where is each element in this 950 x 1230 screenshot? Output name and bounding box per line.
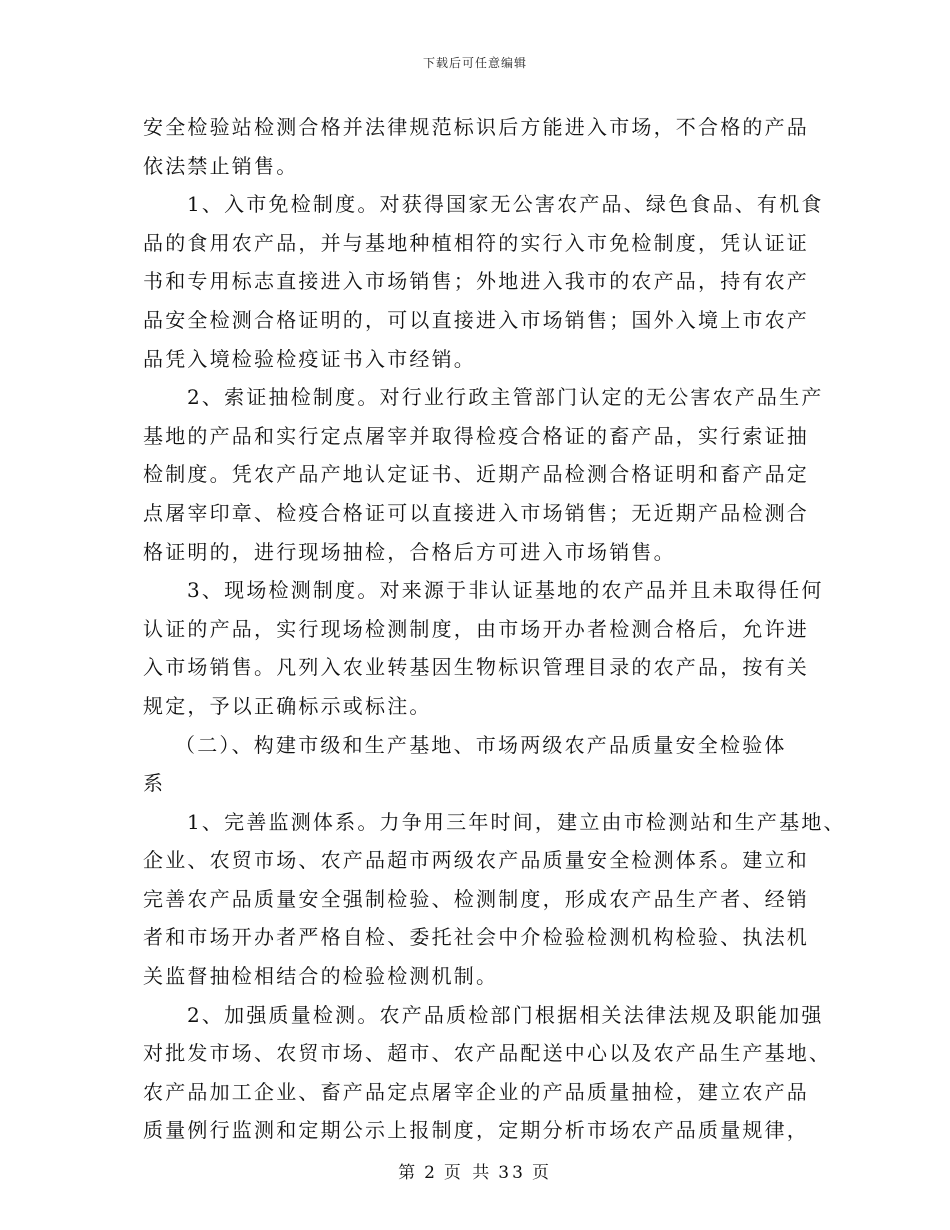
body-line: 认证的产品，实行现场检测制度，由市场开办者检测合格后，允许进 xyxy=(143,616,809,641)
body-line: 农产品加工企业、畜产品定点屠宰企业的产品质量抽检，建立农产品 xyxy=(143,1079,809,1104)
body-line: 2、索证抽检制度。对行业行政主管部门认定的无公害农产品生产 xyxy=(187,385,824,410)
body-line: 格证明的，进行现场抽检，合格后方可进入市场销售。 xyxy=(143,539,676,564)
body-line: 1、完善监测体系。力争用三年时间，建立由市检测站和生产基地、 xyxy=(187,809,846,834)
body-line: 关监督抽检相结合的检验检测机制。 xyxy=(143,964,499,989)
body-line: 质量例行监测和定期公示上报制度，定期分析市场农产品质量规律， xyxy=(143,1118,809,1143)
section-heading: （二）、构建市级和生产基地、市场两级农产品质量安全检验体 xyxy=(175,732,787,757)
body-line: 2、加强质量检测。农产品质检部门根据相关法律法规及职能加强 xyxy=(187,1002,824,1027)
body-line: 对批发市场、农贸市场、超市、农产品配送中心以及农产品生产基地、 xyxy=(143,1041,832,1066)
page-header: 下载后可任意编辑 xyxy=(422,56,527,70)
body-line: 品安全检测合格证明的，可以直接进入市场销售；国外入境上市农产 xyxy=(143,307,809,332)
body-line: 点屠宰印章、检疫合格证可以直接进入市场销售；无近期产品检测合 xyxy=(143,500,809,525)
body-line: 检制度。凭农产品产地认定证书、近期产品检测合格证明和畜产品定 xyxy=(143,462,809,487)
body-line: 品的食用农产品，并与基地种植相符的实行入市免检制度，凭认证证 xyxy=(143,230,809,255)
body-line: 基地的产品和实行定点屠宰并取得检疫合格证的畜产品，实行索证抽 xyxy=(143,423,809,448)
body-line: 规定，予以正确标示或标注。 xyxy=(143,693,432,718)
section-heading-continued: 系 xyxy=(143,771,166,796)
body-line: 书和专用标志直接进入市场销售；外地进入我市的农产品，持有农产 xyxy=(143,269,809,294)
footer-suffix: 页 xyxy=(531,1163,552,1183)
footer-page-number: 2 xyxy=(424,1163,438,1183)
body-line: 1、入市免检制度。对获得国家无公害农产品、绿色食品、有机食 xyxy=(187,192,824,217)
body-line: 入市场销售。凡列入农业转基因生物标识管理目录的农产品，按有关 xyxy=(143,655,809,680)
body-line: 完善农产品质量安全强制检验、检测制度，形成农产品生产者、经销 xyxy=(143,886,809,911)
body-line: 企业、农贸市场、农产品超市两级农产品质量安全检测体系。建立和 xyxy=(143,848,809,873)
body-line: 品凭入境检验检疫证书入市经销。 xyxy=(143,346,476,371)
body-line: 3、现场检测制度。对来源于非认证基地的农产品并且未取得任何 xyxy=(187,578,824,603)
footer-total-pages: 33 xyxy=(498,1163,526,1183)
footer-prefix: 第 xyxy=(398,1163,419,1183)
footer-middle: 页 共 xyxy=(443,1163,493,1183)
body-line: 者和市场开办者严格自检、委托社会中介检验检测机构检验、执法机 xyxy=(143,925,809,950)
document-body xyxy=(143,108,846,1150)
page-footer xyxy=(0,1158,950,1183)
body-line: 安全检验站检测合格并法律规范标识后方能进入市场，不合格的产品 xyxy=(143,115,809,139)
body-line: 依法禁止销售。 xyxy=(143,153,299,178)
